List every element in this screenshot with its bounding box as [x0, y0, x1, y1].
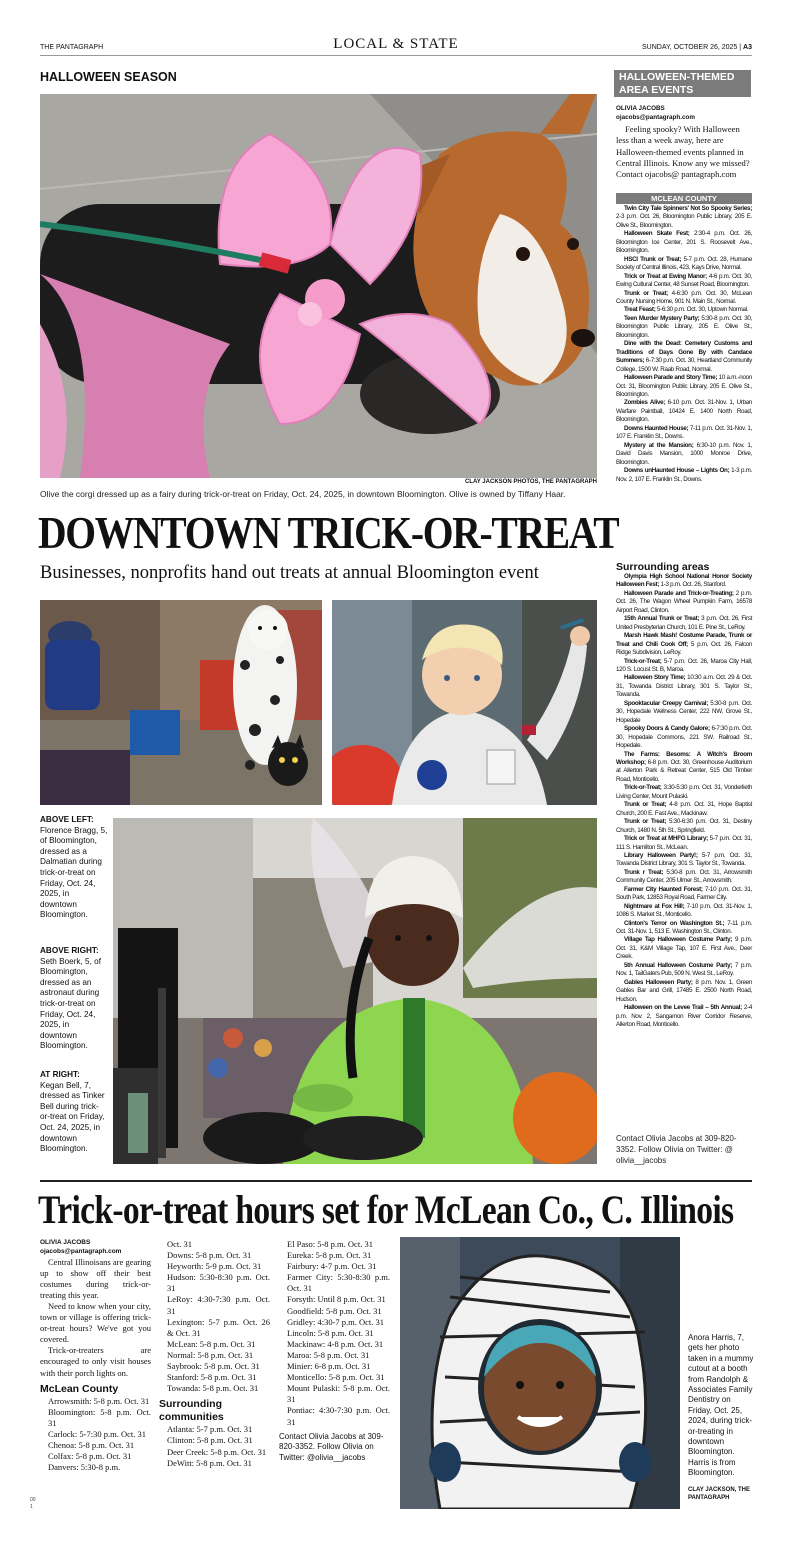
mclean-header: McLean County	[40, 1382, 119, 1395]
hours-item: Pontiac: 4:30-7:30 p.m. Oct. 31	[287, 1405, 390, 1427]
event-item	[616, 936, 752, 961]
event-item	[616, 290, 752, 307]
section-label: HALLOWEEN SEASON	[40, 70, 177, 84]
event-name: Gables Halloween Party;	[624, 978, 693, 986]
event-details: 5:30-6:30 p.m. Oct. 31, Destiny Church, 1480 N. 5th St., Springfield.	[616, 818, 753, 834]
byline-email: ojacobs@pantagraph.com	[40, 1248, 122, 1256]
surrounding-header: Surrounding communities	[159, 1398, 224, 1424]
surrounding-event-list	[616, 573, 752, 1029]
main-photo-caption: Olive the corgi dressed up as a fairy during trick-or-treat on Friday, Oct. 24, 2025, in downtown Bloomington. Olive is owned by Tiffany Haar.	[40, 489, 566, 499]
event-name: Downs unHaunted House – Lights On;	[624, 467, 730, 475]
hours-item: McLean: 5-8 p.m. Oct. 31	[167, 1338, 256, 1349]
event-name: Trunk r Treat;	[624, 868, 664, 876]
hours-item: Carlock: 5-7:30 p.m. Oct. 31	[48, 1428, 146, 1439]
event-name: Farmer City Haunted Forest;	[624, 885, 703, 893]
event-details: 4-8 p.m. Oct. 31, Hope Baptist Church, 200 E. Fast Ave., Mackinaw.	[616, 801, 752, 817]
event-name: Spooktacular Creepy Carnival;	[624, 699, 708, 707]
event-details: 5:30-8 p.m. Oct. 31, Arrowsmith Community Center, 205 Ulmer St., Arrowsmith.	[616, 868, 753, 885]
hours-item: Arrowsmith: 5-8 p.m. Oct. 31	[48, 1395, 150, 1406]
byline-name: OLIVIA JACOBS	[40, 1239, 91, 1246]
hours-item: Monticello: 5-8 p.m. Oct. 31	[287, 1372, 385, 1383]
surrounding-hours-list-cont	[279, 1239, 390, 1428]
sidebar-county-header: MCLEAN COUNTY	[616, 193, 752, 204]
event-details: 5-7 p.m. Oct. 31, Towanda District Library, 301 S. Taylor St., Towanda.	[616, 851, 752, 868]
event-details: 7-10 p.m. Oct. 31-Nov. 1, 1086 S. Market St., Monticello.	[616, 902, 753, 919]
event-item	[616, 835, 752, 852]
event-item	[616, 674, 752, 699]
sidebar-byline	[616, 104, 695, 122]
hours-item: DeWitt: 5-8 p.m. Oct. 31	[167, 1457, 252, 1468]
event-name: Trick-or-Treat;	[624, 657, 662, 665]
event-name: Halloween on the Levee Trail – 5th Annual;	[624, 1004, 742, 1012]
event-item	[616, 573, 752, 590]
hours-item: Farmer City: 5:30-8:30 p.m. Oct. 31	[287, 1272, 390, 1294]
event-item	[616, 869, 752, 886]
event-item	[616, 725, 752, 750]
event-item	[616, 903, 752, 920]
event-name: Clinton's Terror on Washington St.;	[624, 919, 725, 927]
event-name: Trick or Treat at MHFG Library;	[624, 835, 708, 843]
header-rule	[40, 55, 752, 56]
event-item	[616, 256, 752, 273]
event-details: 6-10 p.m. Oct. 31-Nov. 1, Urban Warfare Paintball, 10424 E. 1400 North Road, Bloomington.	[616, 399, 752, 424]
event-name: Village Tap Halloween Costume Party;	[624, 936, 733, 944]
event-details: 10 a.m.-noon Oct. 31, Bloomington Public Library, 205 E. Olive St., Bloomington.	[616, 374, 752, 398]
event-details: 4-6:30 p.m. Oct. 30, McLean County Nursing Home, 901 N. Main St., Normal.	[616, 289, 752, 305]
paragraph: Trick-or-treaters are encouraged to only visit houses with their porch lights on.	[40, 1345, 151, 1378]
event-details: 7 p.m. Nov. 1, TailGaters Pub, 509 N. West St., LeRoy.	[616, 961, 752, 978]
hours-item: Maroa: 5-8 p.m. Oct. 31	[287, 1349, 370, 1360]
event-details: 2-4 p.m. Nov. 2, Sangamon River Corridor Reserve, Allerton Road, Monticello.	[616, 1004, 752, 1029]
paper-name: THE PANTAGRAPH	[40, 44, 104, 51]
event-item	[616, 315, 752, 340]
caption-text: Kegan Bell, 7, dressed as Tinker Bell during trick-or-treat on Friday, Oct. 24, 2025, in downtown Bloomington.	[40, 1080, 105, 1154]
hours-item: Atlanta: 5-7 p.m. Oct. 31	[167, 1424, 253, 1435]
event-name: Trunk or Treat;	[624, 818, 667, 826]
paragraph: Central Illinoisans are gearing up to show off their best costumes during trick-or-treating this year.	[40, 1256, 151, 1300]
event-details: 5:30-8 p.m. Oct. 30, Bloomington Public Library, 205 E. Olive St., Bloomington.	[616, 314, 753, 339]
event-item	[616, 425, 752, 442]
mclean-hours-list-cont	[159, 1239, 270, 1394]
event-item	[616, 467, 752, 484]
event-details: 6-7:30 p.m. Oct. 30, Hopedale Commons, 221 SW. Railroad St., Hopedale.	[616, 725, 752, 750]
event-item	[616, 979, 752, 1004]
hours-item: Saybrook: 5-8 p.m. Oct. 31	[167, 1361, 260, 1372]
mclean-hours-list	[40, 1396, 151, 1474]
main-subhead: Businesses, nonprofits hand out treats at annual Bloomington event	[40, 563, 539, 583]
event-name: Trick-or-Treat;	[624, 784, 662, 792]
event-details: 3 p.m. Oct. 26, First United Presbyterian Church, 101 E. Pine St., LeRoy.	[616, 615, 753, 631]
byline-email: ojacobs@pantagraph.com	[616, 114, 695, 121]
event-item	[616, 374, 752, 399]
mummy-photo-credit: CLAY JACKSON, THE PANTAGRAPH	[688, 1487, 751, 1501]
hours-item: Stanford: 5-8 p.m. Oct. 31	[167, 1372, 257, 1383]
event-details: 6-7:30 p.m. Oct. 30, Heartland Community College, 1500 W. Raab Road, Normal.	[616, 357, 752, 373]
event-item	[616, 962, 752, 979]
event-item	[616, 751, 752, 785]
event-item	[616, 590, 752, 615]
caption-above-left	[40, 815, 108, 921]
event-name: Trick or Treat at Ewing Manor;	[624, 272, 707, 280]
dalmatian-photo	[40, 600, 322, 805]
main-photo-credit: CLAY JACKSON PHOTOS, THE PANTAGRAPH	[464, 479, 597, 485]
paragraph: Need to know when your city, town or village is offering trick-or-treat hours? We've got you covered.	[40, 1300, 151, 1345]
event-item	[616, 399, 752, 424]
event-name: The Farms: Besoms: A Witch's Broom Workshop;	[616, 750, 752, 766]
event-name: Treat Feast;	[624, 306, 656, 314]
hours-item: El Paso: 5-8 p.m. Oct. 31	[287, 1239, 373, 1249]
hours-item: Chenoa: 5-8 p.m. Oct. 31	[48, 1440, 135, 1450]
event-name: Downs Haunted House;	[624, 424, 689, 432]
event-item	[616, 852, 752, 869]
event-name: Nightmare at Fox Hill;	[624, 902, 685, 910]
hours-item: Heyworth: 5-9 p.m. Oct. 31	[167, 1261, 262, 1272]
caption-label: ABOVE LEFT:	[40, 815, 94, 824]
sidebar-surrounding-header: Surrounding areas	[616, 561, 710, 573]
story2-headline: Trick-or-treat hours set for McLean Co., C. Illinois	[38, 1187, 734, 1232]
event-details: 2:30-4 p.m. Oct. 26, Bloomington Ice Center, 201 S. Roosevelt Ave., Bloomington.	[616, 230, 752, 255]
event-item	[616, 632, 752, 657]
event-details: 2 p.m. Oct. 26, The Wagon Wheel Pumpkin Farm, 16578 Airport Road, Clinton.	[616, 589, 752, 614]
story2-column-2	[159, 1239, 270, 1469]
main-headline: DOWNTOWN TRICK-OR-TREAT	[38, 507, 619, 558]
story-rule	[40, 1180, 752, 1182]
event-name: Mystery at the Mansion;	[624, 441, 694, 449]
event-item	[616, 784, 752, 801]
dateline: SUNDAY, OCTOBER 26, 2025 | A3	[642, 44, 752, 51]
event-details: 6:30-10 p.m. Nov. 1, David Davis Mansion, 1000 Monroe Drive, Bloomington.	[616, 441, 752, 466]
event-details: 7-10 p.m. Oct. 31, South Park, 12853 Royal Road, Farmer City.	[616, 885, 753, 902]
story2-contact: Contact Olivia Jacobs at 309-820-3352. Follow Olivia on Twitter: @olivia__jacobs	[279, 1431, 384, 1462]
event-name: Spooky Doors & Candy Galore;	[624, 725, 710, 733]
hours-item: Mackinaw: 4-8 p.m. Oct. 31	[287, 1338, 384, 1349]
event-name: Library Halloween Party!;	[624, 851, 698, 859]
surrounding-hours-list	[159, 1424, 270, 1468]
event-details: 5-7 p.m. Oct. 28, Humane Society of Central Illinois, 423, Kays Drive, Normal.	[616, 255, 752, 272]
event-item	[616, 1004, 752, 1029]
event-item	[616, 442, 752, 467]
event-details: 10:30 a.m. Oct. 29 & Oct. 31, Towanda District Library, 301 S. Taylor St., Towanda.	[616, 674, 752, 699]
event-details: 2-3 p.m. Oct. 26, Bloomington Public Library, 205 E. Olive St., Bloomington.	[616, 213, 752, 229]
event-name: Halloween Parade and Trick-or-Treating;	[624, 589, 734, 597]
event-name: Dine with the Dead: Cemetery Customs and Traditions of Days Gone By with Candace Summers;	[616, 340, 752, 365]
event-name: Halloween Parade and Story Time;	[624, 374, 718, 382]
event-item	[616, 230, 752, 255]
event-details: 4-6 p.m. Oct. 30, Ewing Cultural Center, 48 Sunset Road, Bloomington.	[616, 272, 752, 289]
hours-item: Colfax: 5-8 p.m. Oct. 31	[48, 1451, 132, 1462]
byline-name: OLIVIA JACOBS	[616, 105, 665, 112]
event-details: 9 p.m. Oct. 31, K&M Village Tap, 107 E. First Ave., Deer Creek.	[616, 936, 752, 961]
event-item	[616, 340, 752, 374]
event-name: Twin City Tale Spinners' Not So Spooky Series;	[624, 205, 752, 212]
hours-item: Towanda: 5-8 p.m. Oct. 31	[167, 1383, 259, 1394]
event-name: Teen Murder Mystery Party;	[624, 314, 700, 322]
event-item	[616, 273, 752, 290]
page-number: A3	[743, 44, 752, 51]
hours-item: Minier: 6-8 p.m. Oct. 31	[287, 1361, 371, 1372]
sidebar-title: HALLOWEEN-THEMED AREA EVENTS	[614, 70, 751, 97]
event-name: Halloween Story Time;	[624, 674, 686, 682]
caption-text: Florence Bragg, 5, of Bloomington, dressed as a Dalmatian during trick-or-treat on Friday, Oct. 24, 2025, in downtown Bloomington.	[40, 825, 108, 920]
caption-label: ABOVE RIGHT:	[40, 946, 99, 955]
hours-item: Gridley: 4:30-7 p.m. Oct. 31	[287, 1316, 385, 1327]
event-name: Halloween Skate Fest;	[624, 230, 690, 238]
hours-item: Oct. 31	[167, 1239, 193, 1249]
hours-item: Goodfield: 5-8 p.m. Oct. 31	[287, 1305, 382, 1316]
event-name: 5th Annual Halloween Costume Party;	[624, 961, 733, 969]
event-name: Trunk or Treat;	[624, 801, 667, 809]
story2-column-3	[279, 1239, 390, 1463]
caption-label: AT RIGHT:	[40, 1070, 80, 1079]
event-item	[616, 801, 752, 818]
hours-item: Downs: 5-8 p.m. Oct. 31	[167, 1250, 252, 1261]
hours-item: Forsyth: Until 8 p.m. Oct. 31	[287, 1294, 386, 1305]
event-name: 15th Annual Trunk or Treat;	[624, 615, 700, 623]
caption-at-right	[40, 1070, 108, 1155]
event-item	[616, 205, 752, 230]
sidebar-contact: Contact Olivia Jacobs at 309-820-3352. Follow Olivia on Twitter: @ olivia__jacobs	[616, 1134, 737, 1165]
hours-item: Deer Creek: 5-8 p.m. Oct. 31	[167, 1446, 267, 1457]
event-details: 8 p.m. Nov. 1, Green Gables Bar and Grill, 17485 E. 2500 North Road, Hudson.	[616, 978, 752, 1003]
event-name: HSCI Trunk or Treat;	[624, 255, 682, 263]
hours-item: Mount Pulaski: 5-8 p.m. Oct. 31	[287, 1383, 390, 1405]
event-details: 7-11 p.m. Oct. 31-Nov. 1, 107 E. Franklin St., Downs.	[616, 424, 752, 441]
hours-item: Hudson: 5:30-8:30 p.m. Oct. 31	[167, 1272, 270, 1294]
astronaut-photo	[332, 600, 597, 805]
event-details: 6-8 p.m. Oct. 30, Greenhouse Auditorium at Allerton Park & Retreat Center, 515 Old Timber Road, Monticello.	[616, 758, 752, 783]
event-item	[616, 818, 752, 835]
event-name: Olympia High School National Honor Society Halloween Fest;	[616, 573, 752, 589]
event-details: 5:30-8 p.m. Oct. 30, Hopedale Wellness Center, 222 NW. Grove St., Hopedale	[616, 699, 752, 724]
event-name: Trunk or Treat;	[624, 289, 668, 297]
event-details: 5 p.m. Oct. 26, Falcon Ridge Subdivision, LeRoy.	[616, 640, 752, 657]
event-details: 1-3 p.m. Oct. 26, Stanford.	[659, 581, 727, 589]
mclean-event-list	[616, 205, 752, 484]
mummy-photo-caption: Anora Harris, 7, gets her photo taken in a mummy cutout at a booth from Randolph & Associates Family Dentistry on Friday, Oct. 25, 2024, during trick-or-treating in downtown Bloomington. Harris is from Bloomington.	[688, 1333, 754, 1478]
hours-item: Lexington: 5-7 p.m. Oct. 26 & Oct. 31	[167, 1316, 270, 1338]
event-details: 3:30-5:30 p.m. Oct. 31, Vonderlieth Living Center, Mount Pulaski.	[616, 784, 752, 800]
hours-item: Fairbury: 4-7 p.m. Oct. 31	[287, 1261, 377, 1272]
mummy-photo	[400, 1237, 680, 1509]
event-item	[616, 615, 752, 632]
tinkerbell-photo	[113, 818, 597, 1164]
hours-item: Clinton: 5-8 p.m. Oct. 31	[167, 1435, 253, 1446]
event-item	[616, 306, 752, 314]
sidebar-intro: Feeling spooky? With Halloween less than a week away, here are Halloween-themed events planned in Central Illinois. Know any we missed? Contact ojacobs@ pantagraph.com	[616, 124, 750, 180]
event-name: Marsh Hawk Mash! Costume Parade, Trunk or Treat and Chili Cook Off;	[616, 632, 752, 648]
event-item	[616, 700, 752, 725]
event-details: 5-7 p.m. Oct. 26, Maroa City Hall, 120 S. Locust St. B, Maroa.	[616, 657, 752, 673]
event-item	[616, 920, 752, 937]
event-details: 5-6:30 p.m. Oct. 30, Uptown Normal.	[655, 306, 749, 314]
date: SUNDAY, OCTOBER 26, 2025	[642, 44, 738, 51]
corgi-photo	[40, 94, 597, 478]
hours-item: Normal: 5-8 p.m. Oct. 31	[167, 1349, 254, 1360]
hours-item: Lincoln: 5-8 p.m. Oct. 31	[287, 1327, 374, 1338]
caption-text: Seth Boerk, 5, of Bloomington, dressed as an astronaut during trick-or-treat on Friday, Oct. 24, 2025, in downtown Bloomington.	[40, 956, 101, 1051]
folio-mark: 00 1	[30, 1497, 36, 1510]
story2-column-1	[40, 1238, 151, 1473]
event-item	[616, 658, 752, 675]
hours-item: Eureka: 5-8 p.m. Oct. 31	[287, 1250, 372, 1261]
hours-item: Danvers: 5:30-8 p.m.	[48, 1462, 121, 1473]
section-name: LOCAL & STATE	[333, 36, 459, 52]
event-details: 1-3 p.m. Nov. 2, 107 E. Franklin St., Downs.	[616, 467, 752, 483]
hours-item: LeRoy: 4:30-7:30 p.m. Oct. 31	[167, 1294, 270, 1316]
event-item	[616, 886, 752, 903]
caption-above-right	[40, 946, 108, 1052]
hours-item: Bloomington: 5-8 p.m. Oct. 31	[48, 1406, 151, 1428]
event-details: 5-7 p.m. Oct. 31, 111 S. Hamilton St., McLean.	[616, 835, 752, 851]
event-details: 7-11 p.m. Oct. 31-Nov. 1, 513 E. Washington St., Clinton.	[616, 919, 752, 936]
event-name: Zombies Alive;	[624, 399, 666, 407]
